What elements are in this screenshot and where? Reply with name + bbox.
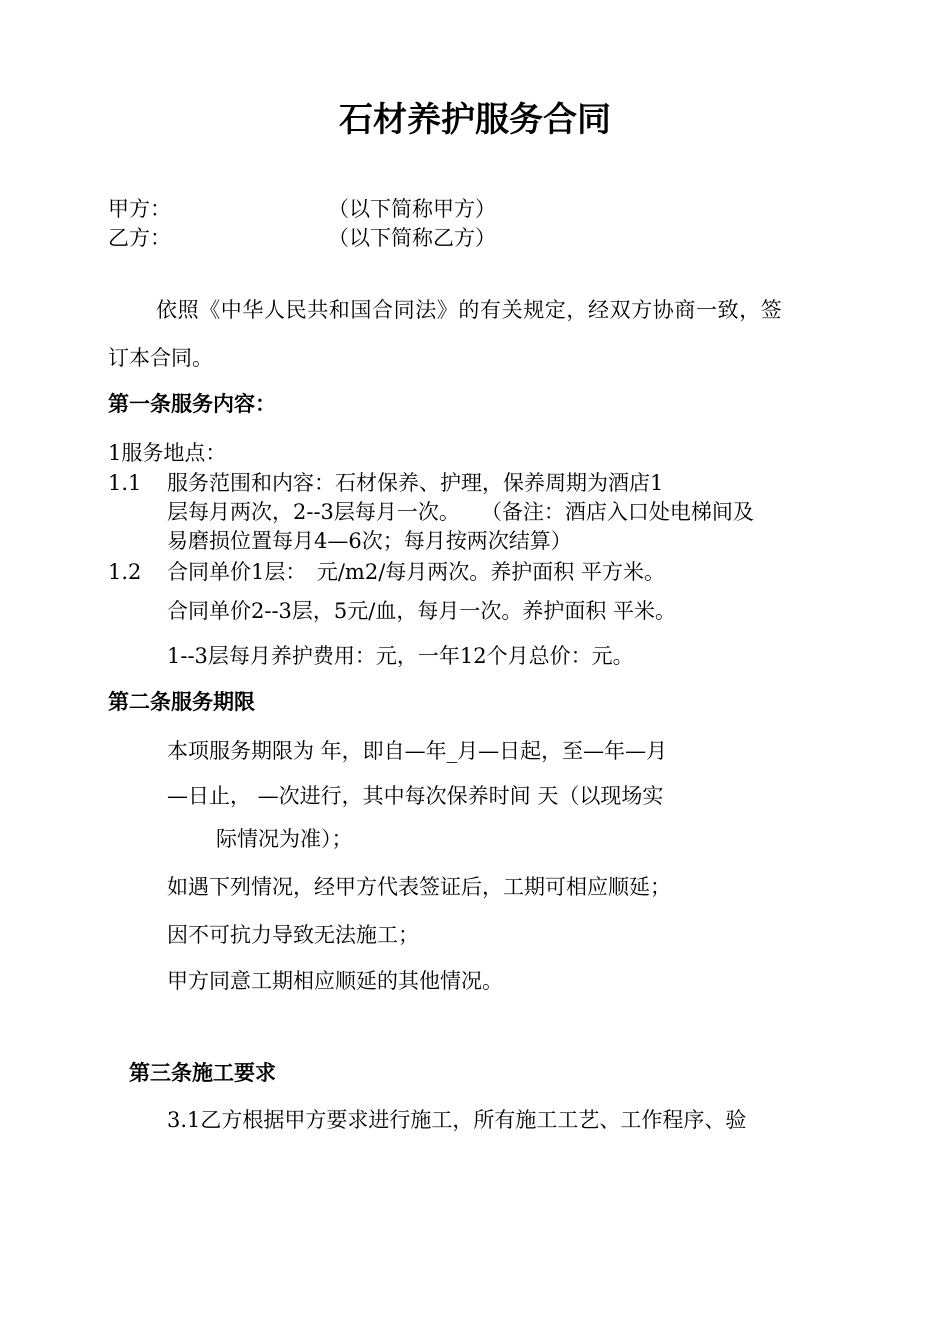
article-2-line3: 际情况为准）；: [216, 827, 353, 851]
article-1-heading: 第一条服务内容：: [108, 391, 276, 416]
item-1-2-number: 1.2: [108, 560, 142, 584]
article-3-heading: 第三条施工要求: [129, 1060, 276, 1085]
party-a-note: （以下简称甲方）: [328, 197, 496, 221]
article-2-line1: 本项服务期限为 年，即自—年_月—日起，至—年—月: [167, 739, 668, 763]
party-b-label: 乙方：: [108, 226, 171, 250]
item-1-1-number: 1.1: [108, 471, 142, 495]
article-2-line2: —日止， —次进行，其中每次保养时间 天（以现场实: [167, 784, 664, 808]
article-2-line5: 因不可抗力导致无法施工；: [167, 923, 419, 947]
item-1-1-line3: 易磨损位置每月4—6次；每月按两次结算）: [167, 529, 572, 553]
intro-paragraph-line2: 订本合同。: [108, 346, 213, 370]
item-1-2-line1: 合同单价1层： 元/m2/每月两次。养护面积 平方米。: [167, 560, 665, 584]
item-1-2-line2: 合同单价2--3层，5元/血，每月一次。养护面积 平米。: [167, 599, 677, 623]
item-1-2-line3: 1--3层每月养护费用：元，一年12个月总价：元。: [167, 644, 634, 668]
item-1-1-line1: 服务范围和内容：石材保养、护理，保养周期为酒店1: [167, 471, 664, 495]
article-2-heading: 第二条服务期限: [108, 689, 255, 714]
article-2-line6: 甲方同意工期相应顺延的其他情况。: [167, 969, 503, 993]
intro-paragraph-line1: 依照《中华人民共和国合同法》的有关规定，经双方协商一致，签: [156, 298, 783, 322]
document-title: 石材养护服务合同: [339, 100, 611, 140]
party-b-note: （以下简称乙方）: [328, 226, 496, 250]
item-1-1-line2: 层每月两次，2--3层每月一次。 （备注：酒店入口处电梯间及: [167, 500, 754, 524]
article-3-line1: 3.1乙方根据甲方要求进行施工，所有施工工艺、工作程序、验: [167, 1108, 747, 1132]
party-a-label: 甲方：: [108, 197, 171, 221]
article-2-line4: 如遇下列情况，经甲方代表签证后，工期可相应顺延；: [167, 875, 671, 899]
item-1-service-location: 1服务地点：: [108, 441, 227, 465]
